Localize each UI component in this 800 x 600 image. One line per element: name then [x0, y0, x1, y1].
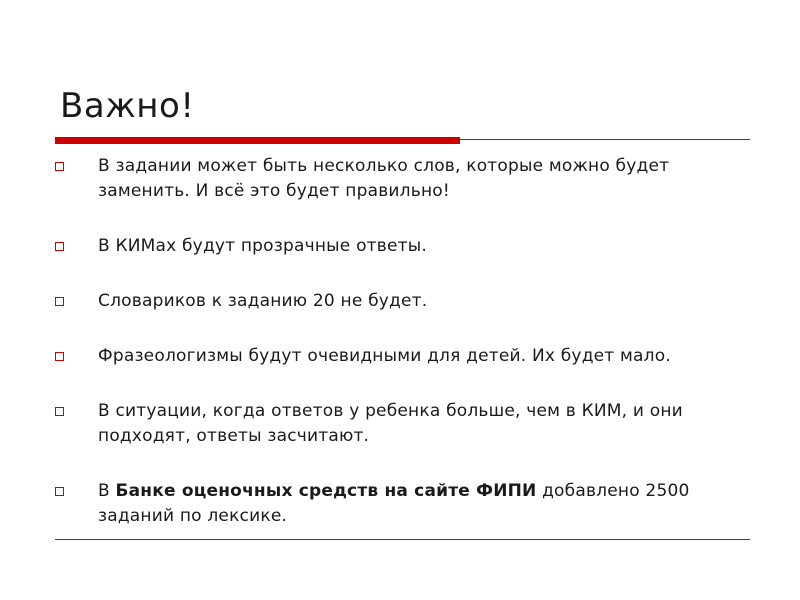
bullet-text: Словариков к заданию 20 не будет.	[98, 291, 428, 311]
bullet-item	[55, 399, 755, 449]
bottom-divider	[55, 539, 750, 540]
hollow-square-icon	[55, 242, 64, 251]
bullet-text: В задании может быть несколько слов, которые можно будет заменить. И всё это будет правильно!	[98, 156, 670, 201]
hollow-square-icon	[55, 352, 64, 361]
hollow-square-icon	[55, 487, 64, 496]
bullet-item	[55, 289, 755, 314]
bullet-item	[55, 154, 755, 204]
bullet-text: В КИМах будут прозрачные ответы.	[98, 236, 427, 256]
title-underline-thin	[460, 139, 750, 140]
bullet-item-last	[55, 479, 755, 529]
bullet-item	[55, 234, 755, 259]
bullet-item	[55, 344, 755, 369]
bullet-list	[55, 154, 755, 559]
hollow-square-icon	[55, 407, 64, 416]
bullet-text-prefix: В	[98, 481, 116, 501]
bullet-text: Фразеологизмы будут очевидными для детей. Их будет мало.	[98, 346, 671, 366]
title-underline-thick	[55, 137, 460, 144]
bullet-text-suffix: добавлено 2500 заданий по лексике.	[98, 481, 690, 526]
hollow-square-icon	[55, 162, 64, 171]
hollow-square-icon	[55, 297, 64, 306]
bullet-text: В ситуации, когда ответов у ребенка больше, чем в КИМ, и они подходят, ответы засчитают.	[98, 401, 683, 446]
slide-title: Важно!	[60, 86, 195, 126]
fipi-bank-text: Банке оценочных средств на сайте ФИПИ	[115, 481, 537, 501]
